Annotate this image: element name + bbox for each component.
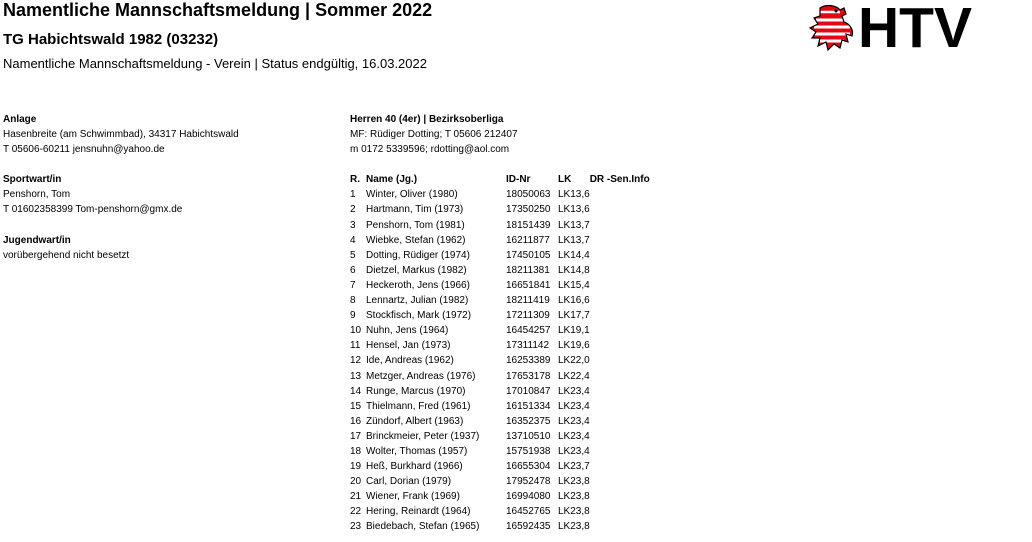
player-id: 16211877 (506, 234, 550, 246)
col-name: Name (Jg.) (366, 174, 418, 186)
player-lk: LK19,6 (558, 340, 590, 352)
player-lk: LK14,4 (558, 249, 590, 261)
player-id: 16352375 (506, 415, 551, 427)
player-name: Wolter, Thomas (1957) (366, 445, 468, 457)
col-id: ID-Nr (506, 174, 531, 186)
player-rows (350, 187, 650, 534)
team-captain-contact: m 0172 5339596; rdotting@aol.com (350, 144, 510, 156)
player-dr-info (590, 369, 650, 384)
player-rank: 12 (350, 355, 362, 367)
player-id: 16994080 (506, 491, 551, 503)
player-name: Heckeroth, Jens (1966) (366, 279, 470, 291)
player-id: 17653178 (506, 370, 551, 382)
col-lk: LK (558, 174, 572, 186)
player-id: 18151439 (506, 219, 551, 231)
player-name: Hensel, Jan (1973) (366, 340, 451, 352)
jugendwart-name: vorübergehend nicht besetzt (3, 249, 130, 261)
table-row (350, 278, 650, 293)
sportwart-block (3, 172, 333, 217)
player-dr-info (590, 489, 650, 504)
player-dr-info (590, 459, 650, 474)
player-name: Wiebke, Stefan (1962) (366, 234, 466, 246)
logo-text: HTV (858, 0, 972, 60)
table-row (350, 323, 650, 338)
jugendwart-block (3, 233, 333, 263)
table-row (350, 504, 650, 519)
player-id: 17350250 (506, 204, 551, 216)
team-section (350, 112, 650, 535)
player-dr-info (590, 218, 650, 233)
player-dr-info (590, 399, 650, 414)
player-id: 16592435 (506, 521, 551, 533)
player-dr-info (590, 384, 650, 399)
player-lk: LK13,6 (558, 204, 590, 216)
player-lk: LK13,7 (558, 219, 590, 231)
player-id: 15751938 (506, 445, 551, 457)
player-rank: 6 (350, 264, 356, 276)
table-row (350, 233, 650, 248)
table-row (350, 308, 650, 323)
player-name: Nuhn, Jens (1964) (366, 325, 449, 337)
player-name: Penshorn, Tom (1981) (366, 219, 465, 231)
player-rank: 15 (350, 400, 362, 412)
player-dr-info (590, 308, 650, 323)
player-rank: 4 (350, 234, 356, 246)
table-row (350, 384, 650, 399)
player-id: 16452765 (506, 506, 551, 518)
player-rank: 17 (350, 430, 362, 442)
player-rank: 19 (350, 461, 362, 473)
team-label: Herren 40 (4er) | Bezirksoberliga (350, 114, 504, 125)
player-dr-info (590, 444, 650, 459)
player-lk: LK23,4 (558, 445, 590, 457)
player-rank: 7 (350, 279, 356, 291)
player-lk: LK13,7 (558, 234, 590, 246)
player-name: Runge, Marcus (1970) (366, 385, 466, 397)
table-row (350, 474, 650, 489)
hessian-lion-icon (806, 2, 858, 54)
player-lk: LK15,4 (558, 279, 590, 291)
player-id: 16151334 (506, 400, 551, 412)
player-rank: 16 (350, 415, 362, 427)
player-name: Brinckmeier, Peter (1937) (366, 430, 480, 442)
player-rank: 13 (350, 370, 362, 382)
table-row (350, 218, 650, 233)
anlage-block (3, 112, 333, 157)
player-id: 13710510 (506, 430, 551, 442)
player-rank: 11 (350, 340, 361, 352)
sportwart-name: Penshorn, Tom (3, 189, 71, 201)
player-name: Hering, Reinardt (1964) (366, 506, 471, 518)
player-lk: LK23,4 (558, 430, 590, 442)
player-rank: 10 (350, 325, 362, 337)
player-rank: 5 (350, 249, 356, 261)
player-dr-info (590, 187, 650, 202)
player-name: Lennartz, Julian (1982) (366, 295, 469, 307)
player-id: 16454257 (506, 325, 551, 337)
player-name: Hartmann, Tim (1973) (366, 204, 464, 216)
player-dr-info (590, 323, 650, 338)
player-lk: LK13,6 (558, 189, 590, 201)
club-info (3, 112, 333, 278)
player-lk: LK16,6 (558, 295, 590, 307)
player-dr-info (590, 263, 650, 278)
table-row (350, 248, 650, 263)
col-rank: R. (350, 174, 360, 186)
table-row (350, 399, 650, 414)
player-dr-info (590, 338, 650, 353)
table-row (350, 187, 650, 202)
table-row (350, 444, 650, 459)
player-lk: LK23,8 (558, 491, 590, 503)
player-dr-info (590, 202, 650, 217)
jugendwart-label: Jugendwart/in (3, 234, 71, 246)
player-name: Metzger, Andreas (1976) (366, 370, 476, 382)
player-name: Carl, Dorian (1979) (366, 476, 452, 488)
player-id: 18211419 (506, 295, 550, 307)
player-dr-info (590, 233, 650, 248)
table-row (350, 293, 650, 308)
player-lk: LK14,8 (558, 264, 590, 276)
player-rank: 8 (350, 295, 356, 307)
player-name: Dietzel, Markus (1982) (366, 264, 467, 276)
player-dr-info (590, 474, 650, 489)
player-lk: LK17,7 (558, 310, 590, 322)
player-lk: LK23,7 (558, 461, 590, 473)
player-dr-info (590, 278, 650, 293)
player-id: 18211381 (506, 264, 550, 276)
player-lk: LK23,4 (558, 385, 590, 397)
player-table (350, 172, 650, 534)
club-name: TG Habichtswald 1982 (03232) (3, 31, 219, 48)
player-dr-info (590, 519, 650, 534)
player-id: 18050063 (506, 189, 551, 201)
player-lk: LK23,4 (558, 400, 590, 412)
anlage-label: Anlage (3, 114, 37, 125)
table-row (350, 263, 650, 278)
table-row (350, 353, 650, 368)
player-id: 17952478 (506, 476, 551, 488)
sportwart-contact: T 01602358399 Tom-penshorn@gmx.de (3, 204, 183, 216)
player-rank: 21 (350, 491, 362, 503)
player-name: Ide, Andreas (1962) (366, 355, 454, 367)
player-id: 17010847 (506, 385, 551, 397)
player-dr-info (590, 429, 650, 444)
player-id: 16651841 (506, 279, 551, 291)
anlage-contact: T 05606-60211 jensnuhn@yahoo.de (3, 144, 165, 156)
table-row (350, 489, 650, 504)
player-name: Stockfisch, Mark (1972) (366, 310, 472, 322)
player-rank: 18 (350, 445, 362, 457)
col-dr-info: DR -Sen.Info (589, 174, 650, 186)
player-rank: 2 (350, 204, 356, 216)
table-row (350, 414, 650, 429)
page-title: Namentliche Mannschaftsmeldung | Sommer 2022 (3, 0, 433, 20)
player-id: 17211309 (506, 310, 550, 322)
player-name: Heß, Burkhard (1966) (366, 461, 463, 473)
player-dr-info (590, 504, 650, 519)
player-name: Wiener, Frank (1969) (366, 491, 460, 503)
player-dr-info (590, 353, 650, 368)
player-lk: LK23,4 (558, 415, 590, 427)
player-dr-info (590, 293, 650, 308)
player-name: Dotting, Rüdiger (1974) (366, 249, 470, 261)
player-lk: LK22,4 (558, 370, 590, 382)
table-row (350, 459, 650, 474)
player-id: 16655304 (506, 461, 551, 473)
player-id: 16253389 (506, 355, 551, 367)
player-table-header (350, 172, 650, 187)
player-dr-info (590, 248, 650, 263)
player-lk: LK19,1 (558, 325, 590, 337)
player-rank: 14 (350, 385, 362, 397)
page-subtitle: Namentliche Mannschaftsmeldung - Verein | Status endgültig, 16.03.2022 (3, 56, 427, 71)
player-name: Zündorf, Albert (1963) (366, 415, 464, 427)
player-rank: 3 (350, 219, 356, 231)
player-rank: 20 (350, 476, 362, 488)
player-rank: 9 (350, 310, 356, 322)
table-row (350, 338, 650, 353)
team-captain: MF: Rüdiger Dotting; T 05606 212407 (350, 129, 518, 141)
player-rank: 22 (350, 506, 362, 518)
table-row (350, 519, 650, 534)
player-id: 17450105 (506, 249, 551, 261)
player-id: 17311142 (506, 340, 550, 352)
player-lk: LK23,8 (558, 521, 590, 533)
player-lk: LK22,0 (558, 355, 590, 367)
table-row (350, 429, 650, 444)
sportwart-label: Sportwart/in (3, 174, 62, 186)
player-name: Thielmann, Fred (1961) (366, 400, 471, 412)
player-rank: 1 (350, 189, 356, 201)
htv-logo (806, 0, 1021, 60)
player-lk: LK23,8 (558, 506, 590, 518)
player-name: Biedebach, Stefan (1965) (366, 521, 480, 533)
player-dr-info (590, 414, 650, 429)
anlage-address: Hasenbreite (am Schwimmbad), 34317 Habichtswald (3, 129, 239, 141)
player-lk: LK23,8 (558, 476, 590, 488)
table-row (350, 369, 650, 384)
player-name: Winter, Oliver (1980) (366, 189, 458, 201)
table-row (350, 202, 650, 217)
player-rank: 23 (350, 521, 362, 533)
